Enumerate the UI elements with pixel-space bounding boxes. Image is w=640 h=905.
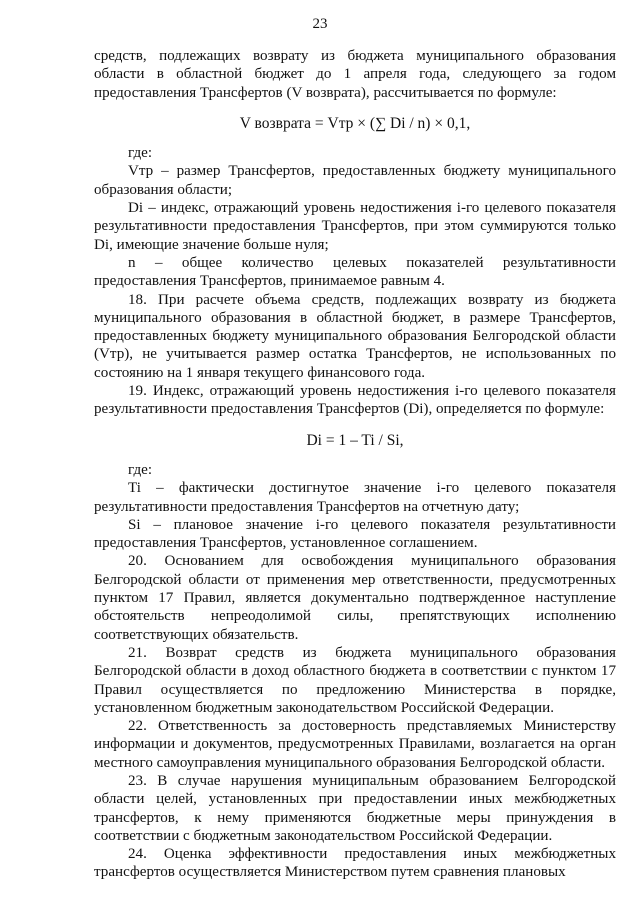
paragraph-20: 20. Основанием для освобождения муниципального образования Белгородской области от применения мер ответственности, предусмотренных пунктом 17 Правил, является документально подтвержденное наступление обстоятельств непреодолимой силы, препятствующих исполнению соответствующих обязательств. — [94, 553, 616, 643]
paragraph-intro: средств, подлежащих возврату из бюджета муниципального образования области в областной бюджет до 1 апреля года, следующего за годом предоставления Трансфертов (V возврата), рассчитывается по формуле: — [94, 48, 616, 101]
paragraph-21: 21. Возврат средств из бюджета муниципального образования Белгородской области в доход областного бюджета в соответствии с пунктом 17 Правил осуществляется по предложению Министерства в порядке, установленном бюджетным законодательством Российской Федерации. — [94, 644, 616, 716]
paragraph-18: 18. При расчете объема средств, подлежащих возврату из бюджета муниципального образования в областной бюджет, в размере Трансфертов, предоставленных бюджету муниципального образования Белгородской области (Vтр), не учитывается размер остатка Трансфертов, не использованных по состоянию на 1 января текущего финансового года. — [94, 291, 616, 381]
definition-si: Si – плановое значение i-го целевого показателя результативности предоставления Трансфертов, установленное соглашением. — [94, 516, 616, 552]
definition-ti: Ti – фактически достигнутое значение i-го целевого показателя результативности предоставления Трансфертов на отчетную дату; — [94, 480, 616, 515]
formula-di: Di = 1 – Ti / Si, — [306, 431, 404, 449]
paragraph-23: 23. В случае нарушения муниципальным образованием Белгородской области целей, установленных при предоставлении иных межбюджетных трансфертов, к нему применяются бюджетные меры принуждения в соответствии с бюджетным законодательством Российской Федерации. — [94, 772, 616, 844]
page-number: 23 — [312, 16, 328, 32]
definition-di: Di – индекс, отражающий уровень недостижения i-го целевого показателя результативности предоставления Трансфертов, при этом суммируются только Di, имеющие значение больше нуля; — [94, 200, 616, 253]
where-label-2: где: — [128, 461, 153, 478]
paragraph-24: 24. Оценка эффективности предоставления иных межбюджетных трансфертов осуществляется Министерством путем сравнения плановых — [94, 846, 616, 881]
paragraph-22: 22. Ответственность за достоверность представляемых Министерству информации и документов, предусмотренных Правилами, возлагается на орган местного самоуправления муниципального образования Белгородской области. — [94, 718, 616, 771]
definition-n: n – общее количество целевых показателей результативности предоставления Трансфертов, принимаемое равным 4. — [94, 254, 616, 290]
formula-v-return: V возврата = Vтр × (∑ Di / n) × 0,1, — [239, 114, 471, 132]
page-content — [94, 47, 616, 882]
where-label-1: где: — [128, 145, 153, 162]
definition-vtr: Vтр – размер Трансфертов, предоставленных бюджету муниципального образования области; — [94, 163, 616, 198]
paragraph-19: 19. Индекс, отражающий уровень недостижения i-го целевого показателя результативности предоставления Трансфертов (Di), определяется по формуле: — [94, 383, 616, 418]
